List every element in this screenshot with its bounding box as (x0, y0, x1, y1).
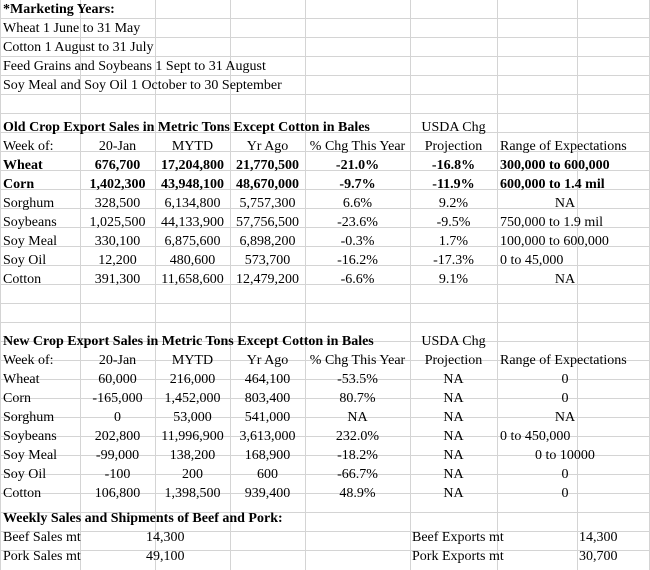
cell-commodity: Wheat (3, 372, 40, 387)
cell-pct-chg: 80.7% (339, 391, 376, 406)
cell-pct-chg: 48.9% (339, 486, 376, 501)
cell-week: 106,800 (94, 486, 141, 501)
pork-sales-value: 49,100 (146, 549, 185, 564)
cell-week: 60,000 (98, 372, 137, 387)
cell-projection: NA (443, 429, 464, 444)
cell-pct-chg: NA (347, 410, 368, 425)
cell-pct-chg: -23.6% (337, 215, 378, 230)
cell-projection: NA (443, 391, 464, 406)
cell-week: 328,500 (94, 196, 141, 211)
cell-mytd: 6,134,800 (164, 196, 221, 211)
cell-yr-ago: 464,100 (244, 372, 291, 387)
cell-pct-chg: -0.3% (340, 234, 375, 249)
gridline (0, 0, 1, 570)
beef-pork-title: Weekly Sales and Shipments of Beef and Pork: (3, 511, 283, 526)
cell-commodity: Soy Meal (3, 448, 58, 463)
cell-range: NA (554, 196, 576, 211)
cell-projection: -16.8% (431, 158, 476, 173)
cell-commodity: Soybeans (3, 215, 57, 230)
cell-mytd: 138,200 (169, 448, 216, 463)
header-pct-chg: % Chg This Year (309, 139, 406, 154)
cell-commodity: Sorghum (3, 196, 55, 211)
cell-yr-ago: 6,898,200 (239, 234, 296, 249)
cell-yr-ago: 803,400 (244, 391, 291, 406)
cell-week: 676,700 (94, 158, 141, 173)
marketing-year-line: Soy Meal and Soy Oil 1 October to 30 September (3, 78, 282, 93)
header-commodity: Week of: (3, 353, 54, 368)
cell-range: 750,000 to 1.9 mil (500, 215, 604, 230)
gridline (0, 303, 650, 304)
cell-mytd: 17,204,800 (161, 158, 224, 173)
cell-commodity: Corn (3, 177, 35, 192)
cell-mytd: 1,452,000 (164, 391, 221, 406)
cell-range: 0 (561, 467, 569, 482)
marketing-year-line: Wheat 1 June to 31 May (3, 21, 141, 36)
cell-mytd: 43,948,100 (161, 177, 224, 192)
cell-mytd: 53,000 (173, 410, 212, 425)
cell-projection: -17.3% (433, 253, 474, 268)
cell-mytd: 1,398,500 (164, 486, 221, 501)
cell-pct-chg: -16.2% (337, 253, 378, 268)
gridline (0, 531, 650, 532)
cell-pct-chg: -6.6% (340, 272, 375, 287)
cell-range: 0 (561, 372, 569, 387)
cell-pct-chg: 232.0% (335, 429, 380, 444)
header-yr-ago: Yr Ago (246, 353, 289, 368)
cell-week: -99,000 (95, 448, 140, 463)
cell-yr-ago: 168,900 (244, 448, 291, 463)
cell-week: 202,800 (94, 429, 141, 444)
header-pct-chg: % Chg This Year (309, 353, 406, 368)
cell-week: 330,100 (94, 234, 141, 249)
header-range: Range of Expectations (500, 139, 627, 154)
beef-exports-label: Beef Exports mt (412, 530, 504, 545)
cell-mytd: 6,875,600 (164, 234, 221, 249)
old-crop-title: Old Crop Export Sales in Metric Tons Except Cotton in Bales (3, 120, 370, 135)
cell-projection: NA (443, 372, 464, 387)
header-mytd: MYTD (171, 353, 214, 368)
cell-pct-chg: -53.5% (337, 372, 378, 387)
cell-yr-ago: 939,400 (244, 486, 291, 501)
cell-commodity: Cotton (3, 272, 42, 287)
cell-week: -165,000 (92, 391, 143, 406)
new-crop-usda-chg: USDA Chg (421, 334, 486, 349)
header-mytd: MYTD (171, 139, 214, 154)
cell-projection: NA (443, 486, 464, 501)
cell-range: 0 to 450,000 (500, 429, 571, 444)
cell-pct-chg: -21.0% (335, 158, 380, 173)
cell-yr-ago: 541,000 (244, 410, 291, 425)
header-yr-ago: Yr Ago (246, 139, 289, 154)
cell-commodity: Soy Oil (3, 253, 47, 268)
beef-sales-value: 14,300 (146, 530, 185, 545)
cell-pct-chg: -18.2% (337, 448, 378, 463)
cell-range: NA (554, 272, 576, 287)
cell-range: NA (554, 410, 576, 425)
new-crop-title: New Crop Export Sales in Metric Tons Except Cotton in Bales (3, 334, 374, 349)
marketing-year-line: Feed Grains and Soybeans 1 Sept to 31 August (3, 59, 266, 74)
cell-yr-ago: 12,479,200 (236, 272, 299, 287)
cell-pct-chg: 6.6% (342, 196, 373, 211)
gridline (497, 0, 498, 570)
marketing-year-line: Cotton 1 August to 31 July (3, 40, 154, 55)
cell-range: 0 (561, 391, 569, 406)
cell-commodity: Sorghum (3, 410, 55, 425)
cell-mytd: 11,658,600 (161, 272, 224, 287)
cell-range: 100,000 to 600,000 (500, 234, 609, 249)
cell-pct-chg: -9.7% (339, 177, 376, 192)
cell-projection: 1.7% (438, 234, 469, 249)
pork-exports-value: 30,700 (579, 549, 618, 564)
cell-yr-ago: 3,613,000 (239, 429, 296, 444)
cell-commodity: Soy Meal (3, 234, 58, 249)
cell-projection: -11.9% (432, 177, 475, 192)
header-commodity: Week of: (3, 139, 54, 154)
cell-projection: -9.5% (436, 215, 471, 230)
cell-yr-ago: 5,757,300 (239, 196, 296, 211)
cell-week: 0 (114, 410, 121, 425)
old-crop-usda-chg: USDA Chg (421, 120, 486, 135)
cell-range: 600,000 to 1.4 mil (500, 177, 605, 192)
cell-commodity: Cotton (3, 486, 42, 501)
header-range: Range of Expectations (500, 353, 627, 368)
gridline (0, 322, 650, 323)
cell-yr-ago: 21,770,500 (236, 158, 299, 173)
cell-week: 1,025,500 (89, 215, 146, 230)
cell-yr-ago: 57,756,500 (236, 215, 299, 230)
gridline (0, 113, 650, 114)
header-projection: Projection (424, 353, 483, 368)
cell-projection: 9.1% (438, 272, 469, 287)
header-week: 20-Jan (98, 353, 137, 368)
header-week: 20-Jan (98, 139, 137, 154)
pork-exports-label: Pork Exports mt (412, 549, 504, 564)
cell-mytd: 11,996,900 (161, 429, 224, 444)
gridline (0, 550, 650, 551)
cell-commodity: Soy Oil (3, 467, 47, 482)
cell-yr-ago: 48,670,000 (236, 177, 299, 192)
cell-range: 0 to 45,000 (500, 253, 564, 268)
cell-projection: NA (443, 448, 464, 463)
cell-commodity: Wheat (3, 158, 43, 173)
cell-commodity: Corn (3, 391, 31, 406)
cell-mytd: 44,133,900 (161, 215, 224, 230)
cell-projection: NA (443, 467, 464, 482)
pork-sales-label: Pork Sales mt (3, 549, 81, 564)
cell-week: 391,300 (94, 272, 141, 287)
cell-range: 0 (561, 486, 569, 501)
beef-sales-label: Beef Sales mt (3, 530, 81, 545)
cell-week: 1,402,300 (89, 177, 146, 192)
cell-week: 12,200 (98, 253, 137, 268)
cell-projection: 9.2% (438, 196, 469, 211)
cell-yr-ago: 600 (257, 467, 278, 482)
cell-commodity: Soybeans (3, 429, 57, 444)
cell-pct-chg: -66.7% (337, 467, 378, 482)
cell-yr-ago: 573,700 (244, 253, 291, 268)
cell-mytd: 480,600 (169, 253, 216, 268)
cell-projection: NA (443, 410, 464, 425)
beef-exports-value: 14,300 (579, 530, 618, 545)
cell-range: 300,000 to 600,000 (500, 158, 610, 173)
marketing-years-title: *Marketing Years: (3, 2, 115, 17)
cell-mytd: 216,000 (169, 372, 216, 387)
cell-mytd: 200 (182, 467, 203, 482)
header-projection: Projection (424, 139, 483, 154)
cell-range: 0 to 10000 (535, 448, 595, 463)
cell-week: -100 (104, 467, 131, 482)
